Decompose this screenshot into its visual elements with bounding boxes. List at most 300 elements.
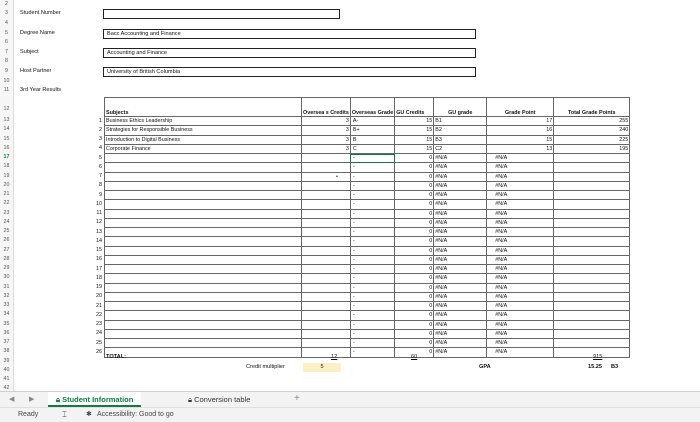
- cell-subject[interactable]: [105, 302, 302, 311]
- cell-overseas-credits[interactable]: [302, 283, 351, 292]
- cell-overseas-credits[interactable]: [302, 265, 351, 274]
- cell-gu-credits[interactable]: 0: [395, 339, 434, 348]
- subject-index: 11: [96, 210, 102, 216]
- cell-total-grade-points[interactable]: [554, 209, 630, 218]
- row-number[interactable]: 24: [3, 218, 10, 225]
- cell-subject[interactable]: [105, 191, 302, 200]
- cell-overseas-credits[interactable]: [302, 163, 351, 172]
- header-overseas-credits: Oversea s Credits: [302, 98, 351, 117]
- cell-grade-point[interactable]: #N/A: [487, 209, 554, 218]
- subject-index: 3: [99, 136, 102, 142]
- cell-subject[interactable]: [105, 218, 302, 227]
- cell-grade-point[interactable]: 17: [487, 117, 554, 126]
- cell-subject[interactable]: [105, 228, 302, 237]
- cell-overseas-credits[interactable]: [302, 329, 351, 338]
- cell-overseas-grade[interactable]: -: [350, 191, 394, 200]
- cell-overseas-credits[interactable]: 3: [302, 135, 351, 144]
- degree-name-field[interactable]: Bacc Accounting and Finance: [103, 29, 476, 39]
- cell-subject[interactable]: Corporate Finance: [105, 144, 302, 153]
- cell-gu-grade[interactable]: #N/A: [434, 320, 487, 329]
- row-number[interactable]: 18: [3, 163, 10, 170]
- cell-overseas-grade[interactable]: -: [350, 265, 394, 274]
- cell-gu-grade[interactable]: #N/A: [434, 163, 487, 172]
- cell-subject[interactable]: [105, 320, 302, 329]
- cell-overseas-grade[interactable]: -: [350, 200, 394, 209]
- cell-grade-point[interactable]: #N/A: [487, 274, 554, 283]
- cell-gu-credits[interactable]: 0: [395, 274, 434, 283]
- subject-index: 10: [96, 200, 102, 207]
- table-row: [105, 237, 630, 246]
- cell-overseas-credits[interactable]: [302, 181, 351, 190]
- cell-total-grade-points[interactable]: [554, 181, 630, 190]
- row-number[interactable]: 35: [3, 320, 10, 327]
- cell-total-grade-points[interactable]: [554, 311, 630, 320]
- cell-gu-credits[interactable]: 0: [395, 181, 434, 190]
- subject-index: 20: [96, 293, 102, 300]
- cell-gu-grade[interactable]: #N/A: [434, 274, 487, 283]
- row-number[interactable]: 4: [5, 20, 8, 26]
- subject-index: 1: [99, 117, 102, 124]
- row-number[interactable]: 27: [3, 246, 10, 253]
- tab-label: Conversion table: [194, 395, 251, 404]
- cell-total-grade-points[interactable]: [554, 320, 630, 329]
- row-number[interactable]: 16: [3, 144, 10, 151]
- cell-grade-point[interactable]: 13: [487, 144, 554, 153]
- cell-total-grade-points[interactable]: [554, 218, 630, 227]
- total-gu-credits: 60: [411, 354, 418, 360]
- cell-subject[interactable]: [105, 246, 302, 255]
- subject-index: 16: [96, 256, 102, 263]
- table-row: [105, 320, 630, 329]
- cell-overseas-grade[interactable]: -: [350, 163, 394, 172]
- cell-subject[interactable]: [105, 200, 302, 209]
- cell-subject[interactable]: [105, 209, 302, 218]
- cell-gu-grade[interactable]: B2: [434, 126, 487, 135]
- row-number[interactable]: 10: [3, 78, 10, 84]
- row-number[interactable]: 32: [3, 292, 10, 299]
- table-row: [105, 311, 630, 320]
- header-overseas-grade: Overseas Grade: [350, 98, 394, 117]
- cell-gu-grade[interactable]: #N/A: [434, 200, 487, 209]
- cell-gu-grade[interactable]: #N/A: [434, 237, 487, 246]
- row-number[interactable]: 22: [3, 200, 10, 207]
- cell-grade-point[interactable]: #N/A: [487, 191, 554, 200]
- lock-icon: 🔒︎: [188, 395, 195, 404]
- cell-grade-point[interactable]: 16: [487, 126, 554, 135]
- nav-next-icon[interactable]: ▶: [29, 396, 35, 403]
- cell-subject[interactable]: [105, 255, 302, 264]
- cell-gu-grade[interactable]: #N/A: [434, 181, 487, 190]
- cell-grade-point[interactable]: #N/A: [487, 283, 554, 292]
- subject-index: 7: [99, 173, 102, 179]
- row-number[interactable]: 41: [3, 376, 10, 382]
- degree-name-label: Degree Name: [20, 30, 55, 36]
- cell-overseas-credits[interactable]: [302, 154, 351, 163]
- cell-total-grade-points[interactable]: [554, 246, 630, 255]
- cell-subject[interactable]: [105, 163, 302, 172]
- cell-total-grade-points[interactable]: [554, 339, 630, 348]
- cell-gu-grade[interactable]: #N/A: [434, 246, 487, 255]
- results-table: [104, 97, 630, 358]
- table-row: [105, 302, 630, 311]
- accessibility-status[interactable]: Accessibility: Good to go: [97, 411, 174, 418]
- row-header-column: [0, 0, 14, 391]
- cell-overseas-grade[interactable]: -: [350, 172, 394, 181]
- cell-overseas-credits[interactable]: [302, 191, 351, 200]
- cell-total-grade-points[interactable]: [554, 329, 630, 338]
- cell-gu-grade[interactable]: #N/A: [434, 329, 487, 338]
- cell-overseas-grade[interactable]: -: [350, 181, 394, 190]
- tab-student-information[interactable]: [48, 392, 141, 407]
- accessibility-icon[interactable]: ✱: [86, 411, 92, 418]
- row-number[interactable]: 42: [3, 385, 10, 392]
- cell-overseas-grade[interactable]: -: [350, 237, 394, 246]
- cell-gu-grade[interactable]: B3: [434, 135, 487, 144]
- cell-overseas-grade[interactable]: -: [350, 339, 394, 348]
- header-subjects: Subjects: [105, 98, 302, 117]
- header-total-grade-points: Total Grade Points: [554, 98, 630, 117]
- cell-overseas-credits[interactable]: [302, 292, 351, 301]
- cell-overseas-credits[interactable]: 3: [302, 144, 351, 153]
- table-row: [105, 181, 630, 190]
- cell-grade-point[interactable]: #N/A: [487, 237, 554, 246]
- subject-index: 6: [99, 163, 102, 170]
- cell-total-grade-points[interactable]: [554, 274, 630, 283]
- cell-gu-credits[interactable]: 0: [395, 302, 434, 311]
- cell-gu-credits[interactable]: 0: [395, 292, 434, 301]
- cell-gu-credits[interactable]: 15: [395, 126, 434, 135]
- cell-grade-point[interactable]: #N/A: [487, 246, 554, 255]
- cell-overseas-grade[interactable]: -: [350, 320, 394, 329]
- cell-grade-point[interactable]: #N/A: [487, 339, 554, 348]
- cell-overseas-credits[interactable]: [302, 311, 351, 320]
- cell-total-grade-points[interactable]: [554, 302, 630, 311]
- subject-index: 5: [99, 154, 102, 161]
- cell-gu-credits[interactable]: 0: [395, 255, 434, 264]
- cell-grade-point[interactable]: 15: [487, 135, 554, 144]
- cell-gu-grade[interactable]: #N/A: [434, 209, 487, 218]
- cell-total-grade-points[interactable]: 255: [554, 117, 630, 126]
- table-row: [105, 283, 630, 292]
- row-number[interactable]: 6: [5, 39, 8, 45]
- cell-overseas-credits[interactable]: [302, 302, 351, 311]
- row-number[interactable]: 2: [5, 1, 8, 7]
- table-row: [105, 339, 630, 348]
- subject-field[interactable]: Accounting and Finance: [103, 48, 476, 58]
- cell-subject[interactable]: [105, 265, 302, 274]
- cell-total-grade-points[interactable]: [554, 228, 630, 237]
- cell-overseas-grade[interactable]: B+: [350, 126, 394, 135]
- cell-total-grade-points[interactable]: 195: [554, 144, 630, 153]
- cell-grade-point[interactable]: #N/A: [487, 320, 554, 329]
- subject-index: 22: [96, 311, 102, 318]
- cell-total-grade-points[interactable]: [554, 163, 630, 172]
- cell-grade-point[interactable]: #N/A: [487, 255, 554, 264]
- cell-overseas-grade[interactable]: -: [350, 246, 394, 255]
- lock-icon: 🔒︎: [56, 395, 63, 404]
- row-number[interactable]: 19: [3, 172, 10, 179]
- cell-gu-grade[interactable]: C2: [434, 144, 487, 153]
- row-number[interactable]: 38: [3, 348, 10, 355]
- cell-overseas-credits[interactable]: 3: [302, 117, 351, 126]
- cell-total-grade-points[interactable]: [554, 283, 630, 292]
- cell-gu-credits[interactable]: 0: [395, 228, 434, 237]
- row-number[interactable]: 8: [5, 58, 8, 64]
- cell-gu-credits[interactable]: 0: [395, 237, 434, 246]
- cell-subject[interactable]: Strategies for Responsible Business: [105, 126, 302, 135]
- cell-total-grade-points[interactable]: 225: [554, 135, 630, 144]
- row-number[interactable]: 9: [5, 68, 8, 74]
- cell-subject[interactable]: [105, 154, 302, 163]
- cell-overseas-credits[interactable]: 3: [302, 126, 351, 135]
- row-number[interactable]: 36: [3, 329, 10, 336]
- cell-gu-credits[interactable]: 0: [395, 265, 434, 274]
- subject-index: 23: [96, 321, 102, 327]
- cell-gu-grade[interactable]: #N/A: [434, 265, 487, 274]
- cell-grade-point[interactable]: #N/A: [487, 329, 554, 338]
- cell-overseas-credits[interactable]: [302, 274, 351, 283]
- header-gu-grade: GU grade: [434, 98, 487, 117]
- cell-overseas-grade[interactable]: -: [350, 302, 394, 311]
- subject-index: 2: [99, 126, 102, 133]
- cell-subject[interactable]: [105, 339, 302, 348]
- header-gu-credits: GU Credits: [395, 98, 434, 117]
- cell-subject[interactable]: [105, 283, 302, 292]
- host-partner-field[interactable]: University of British Columbia: [103, 67, 476, 77]
- row-number[interactable]: 5: [5, 30, 8, 36]
- row-number[interactable]: 3: [5, 10, 8, 16]
- cell-gu-grade[interactable]: B1: [434, 117, 487, 126]
- cell-overseas-credits[interactable]: [302, 200, 351, 209]
- cell-subject[interactable]: [105, 172, 302, 181]
- table-row: [105, 191, 630, 200]
- cell-gu-credits[interactable]: 0: [395, 200, 434, 209]
- cell-gu-credits[interactable]: 0: [395, 348, 434, 357]
- table-row: [105, 228, 630, 237]
- row-number[interactable]: 23: [3, 209, 10, 216]
- row-number[interactable]: 13: [3, 117, 10, 123]
- row-number[interactable]: 17: [3, 154, 10, 160]
- subject-index: 19: [96, 284, 102, 290]
- cell-grade-point[interactable]: #N/A: [487, 163, 554, 172]
- cell-gu-credits[interactable]: 0: [395, 154, 434, 163]
- row-number[interactable]: 11: [3, 87, 10, 93]
- tab-label: Student Information: [62, 395, 134, 404]
- row-number[interactable]: 26: [3, 237, 10, 244]
- row-number[interactable]: 21: [3, 191, 10, 197]
- row-number[interactable]: 30: [3, 274, 10, 281]
- cell-gu-grade[interactable]: #N/A: [434, 255, 487, 264]
- cell-overseas-grade[interactable]: -: [350, 255, 394, 264]
- cell-gu-grade[interactable]: #N/A: [434, 154, 487, 163]
- cell-total-grade-points[interactable]: [554, 265, 630, 274]
- row-number[interactable]: 29: [3, 265, 10, 271]
- subject-index: 15: [96, 247, 102, 253]
- cell-total-grade-points[interactable]: [554, 200, 630, 209]
- cell-grade-point[interactable]: #N/A: [487, 348, 554, 357]
- cell-overseas-grade[interactable]: -: [350, 292, 394, 301]
- cell-subject[interactable]: [105, 181, 302, 190]
- cell-gu-credits[interactable]: 0: [395, 218, 434, 227]
- subject-index: 13: [96, 228, 102, 235]
- row-number[interactable]: 12: [3, 106, 10, 112]
- cell-overseas-credits[interactable]: [302, 228, 351, 237]
- subject-index: 14: [96, 237, 102, 244]
- cell-overseas-grade[interactable]: -: [350, 311, 394, 320]
- cell-gu-grade[interactable]: #N/A: [434, 311, 487, 320]
- cell-gu-credits[interactable]: 0: [395, 246, 434, 255]
- cell-total-grade-points[interactable]: [554, 348, 630, 357]
- row-number[interactable]: 20: [3, 181, 10, 188]
- cell-gu-credits[interactable]: 0: [395, 172, 434, 181]
- gpa-grade: B3: [611, 364, 619, 370]
- credit-multiplier-label: Credit multiplier: [246, 364, 285, 370]
- cell-grade-point[interactable]: #N/A: [487, 292, 554, 301]
- cell-gu-grade[interactable]: #N/A: [434, 348, 487, 357]
- row-number[interactable]: 40: [3, 366, 10, 373]
- cell-overseas-grade[interactable]: -: [350, 154, 394, 163]
- cell-gu-credits[interactable]: 0: [395, 209, 434, 218]
- cell-gu-credits[interactable]: 0: [395, 163, 434, 172]
- cell-overseas-grade[interactable]: -: [350, 274, 394, 283]
- cell-total-grade-points[interactable]: [554, 292, 630, 301]
- cell-subject[interactable]: Introduction to Digital Business: [105, 135, 302, 144]
- cell-gu-grade[interactable]: #N/A: [434, 339, 487, 348]
- subject-index: 4: [99, 145, 102, 152]
- cell-overseas-grade[interactable]: -: [350, 209, 394, 218]
- tab-conversion-table[interactable]: [180, 392, 258, 407]
- cell-gu-credits[interactable]: 15: [395, 117, 434, 126]
- total-overseas-credits: 12: [331, 354, 338, 360]
- cell-grade-point[interactable]: #N/A: [487, 311, 554, 320]
- row-number[interactable]: 39: [3, 357, 10, 364]
- cell-gu-credits[interactable]: 15: [395, 135, 434, 144]
- row-number[interactable]: 28: [3, 255, 10, 262]
- cell-total-grade-points[interactable]: [554, 191, 630, 200]
- cell-subject[interactable]: [105, 348, 302, 357]
- cell-overseas-grade[interactable]: -: [350, 348, 394, 357]
- credit-multiplier-value[interactable]: 5: [303, 363, 341, 372]
- add-sheet-icon[interactable]: +: [294, 393, 300, 404]
- table-row: [105, 329, 630, 338]
- table-row: [105, 172, 630, 181]
- nav-prev-icon[interactable]: ◀: [9, 396, 15, 403]
- cell-overseas-grade[interactable]: C: [350, 144, 394, 153]
- macro-record-icon[interactable]: ⌶: [62, 410, 67, 419]
- row-number[interactable]: 14: [3, 126, 10, 133]
- cell-overseas-credits[interactable]: [302, 339, 351, 348]
- row-number[interactable]: 33: [3, 302, 10, 308]
- cell-total-grade-points[interactable]: 240: [554, 126, 630, 135]
- cell-overseas-grade[interactable]: -: [350, 329, 394, 338]
- table-row: [105, 246, 630, 255]
- cell-grade-point[interactable]: #N/A: [487, 265, 554, 274]
- table-row: [105, 144, 630, 153]
- cell-overseas-credits[interactable]: [302, 348, 351, 357]
- status-bar: [0, 407, 700, 422]
- cell-gu-credits[interactable]: 0: [395, 283, 434, 292]
- cell-subject[interactable]: Business Ethics Leadership: [105, 117, 302, 126]
- cell-overseas-grade[interactable]: -: [350, 228, 394, 237]
- subject-index: 8: [99, 182, 102, 189]
- table-row: [105, 209, 630, 218]
- cell-grade-point[interactable]: #N/A: [487, 228, 554, 237]
- cell-grade-point[interactable]: #N/A: [487, 172, 554, 181]
- cell-gu-grade[interactable]: #N/A: [434, 283, 487, 292]
- header-grade-point: Grade Point: [487, 98, 554, 117]
- cell-overseas-grade[interactable]: -: [350, 283, 394, 292]
- subject-index: 26: [96, 348, 102, 355]
- cell-gu-credits[interactable]: 0: [395, 329, 434, 338]
- cell-total-grade-points[interactable]: [554, 154, 630, 163]
- student-number-field[interactable]: [103, 9, 340, 19]
- cell-gu-grade[interactable]: #N/A: [434, 302, 487, 311]
- subject-index: 25: [96, 339, 102, 346]
- cell-overseas-credits[interactable]: [302, 246, 351, 255]
- cell-gu-credits[interactable]: 0: [395, 311, 434, 320]
- gpa-value: 15.25: [588, 364, 602, 370]
- row-number[interactable]: 34: [3, 311, 10, 318]
- table-row: [105, 200, 630, 209]
- cell-overseas-credits[interactable]: [302, 255, 351, 264]
- row-number[interactable]: 15: [3, 135, 10, 142]
- cell-subject[interactable]: [105, 311, 302, 320]
- cell-overseas-credits[interactable]: [302, 320, 351, 329]
- cell-gu-grade[interactable]: #N/A: [434, 292, 487, 301]
- row-number[interactable]: 25: [3, 228, 10, 234]
- cell-gu-grade[interactable]: #N/A: [434, 172, 487, 181]
- cell-gu-grade[interactable]: #N/A: [434, 191, 487, 200]
- cell-gu-credits[interactable]: 0: [395, 320, 434, 329]
- cell-subject[interactable]: [105, 329, 302, 338]
- row-number[interactable]: 7: [5, 49, 8, 55]
- cell-overseas-grade[interactable]: -: [350, 218, 394, 227]
- cell-subject[interactable]: [105, 237, 302, 246]
- cell-grade-point[interactable]: #N/A: [487, 302, 554, 311]
- cell-overseas-grade[interactable]: A-: [350, 117, 394, 126]
- subject-index: 21: [96, 302, 102, 309]
- section-title: 3rd Year Results: [20, 87, 62, 93]
- cell-overseas-credits[interactable]: [302, 209, 351, 218]
- cell-grade-point[interactable]: #N/A: [487, 218, 554, 227]
- cell-gu-credits[interactable]: 15: [395, 144, 434, 153]
- table-row: [105, 117, 630, 126]
- total-grade-points: 915: [593, 354, 603, 360]
- cell-total-grade-points[interactable]: [554, 237, 630, 246]
- cell-grade-point[interactable]: #N/A: [487, 200, 554, 209]
- cell-subject[interactable]: [105, 274, 302, 283]
- table-row: [105, 255, 630, 264]
- cell-subject[interactable]: [105, 292, 302, 301]
- cell-overseas-grade[interactable]: B: [350, 135, 394, 144]
- table-row: [105, 292, 630, 301]
- row-number[interactable]: 37: [3, 339, 10, 345]
- cell-grade-point[interactable]: #N/A: [487, 154, 554, 163]
- table-header-row: [105, 98, 630, 117]
- row-number[interactable]: 31: [3, 283, 10, 290]
- cell-overseas-credits[interactable]: [302, 237, 351, 246]
- cell-gu-grade[interactable]: #N/A: [434, 218, 487, 227]
- cell-grade-point[interactable]: #N/A: [487, 181, 554, 190]
- cell-gu-grade[interactable]: #N/A: [434, 228, 487, 237]
- cell-total-grade-points[interactable]: [554, 172, 630, 181]
- subject-index: 12: [96, 219, 102, 226]
- cell-overseas-credits[interactable]: [302, 218, 351, 227]
- cell-total-grade-points[interactable]: [554, 255, 630, 264]
- cell-gu-credits[interactable]: 0: [395, 191, 434, 200]
- table-row: [105, 348, 630, 357]
- cell-overseas-credits[interactable]: •: [302, 172, 351, 181]
